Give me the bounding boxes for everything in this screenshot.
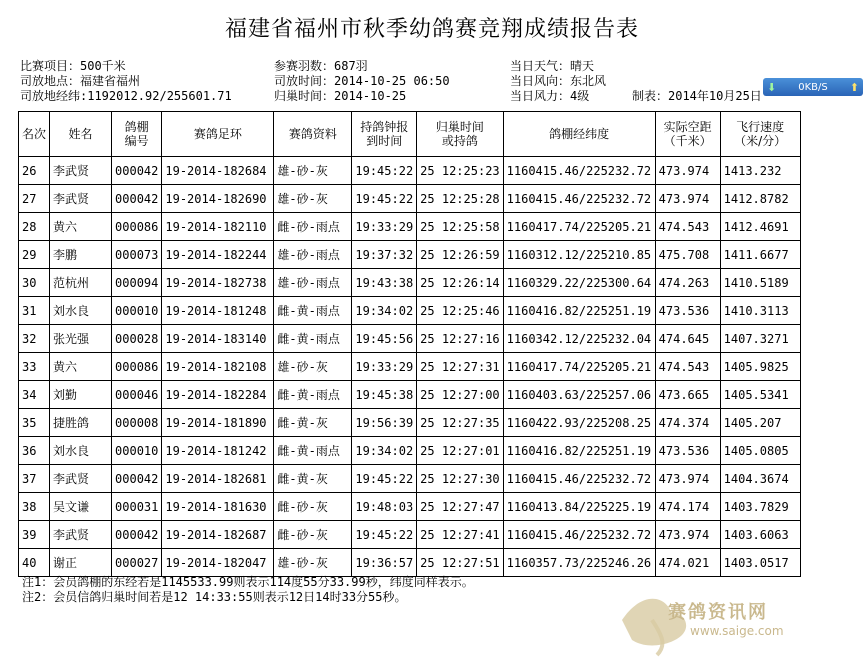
- cell-coordinates: 1160417.74/225205.21: [503, 213, 655, 241]
- cell-bird-info: 雄-砂-雨点: [274, 241, 352, 269]
- cell-ring: 19-2014-182738: [162, 269, 274, 297]
- cell-ring: 19-2014-181248: [162, 297, 274, 325]
- cell-bird-info: 雌-砂-雨点: [274, 213, 352, 241]
- cell-clock-time: 19:34:02: [352, 297, 417, 325]
- cell-return-time: 25 12:26:59: [417, 241, 503, 269]
- wind-direction: 当日风向：东北风: [510, 74, 607, 88]
- cell-clock-time: 19:45:22: [352, 521, 417, 549]
- cell-speed: 1405.0805: [720, 437, 800, 465]
- cell-name: 黄六: [50, 353, 112, 381]
- release-time: 司放时间：2014-10-25 06:50: [274, 74, 450, 88]
- note-2: 注2：会员信鸽归巢时间若是12 14:33:55则表示12日14时33分55秒。: [22, 590, 407, 604]
- cell-coordinates: 1160342.12/225232.04: [503, 325, 655, 353]
- table-header-row: [19, 112, 801, 157]
- cell-clock-time: 19:37:32: [352, 241, 417, 269]
- col-return-time: 归巢时间或持鸽: [417, 112, 503, 157]
- cell-clock-time: 19:56:39: [352, 409, 417, 437]
- cell-coordinates: 1160417.74/225205.21: [503, 353, 655, 381]
- cell-clock-time: 19:34:02: [352, 437, 417, 465]
- download-arrow-icon: ⬇: [767, 80, 777, 94]
- cell-ring: 19-2014-181242: [162, 437, 274, 465]
- cell-return-time: 25 12:27:01: [417, 437, 503, 465]
- cell-return-time: 25 12:27:35: [417, 409, 503, 437]
- table-row: [19, 549, 801, 577]
- cell-speed: 1405.5341: [720, 381, 800, 409]
- cell-speed: 1412.8782: [720, 185, 800, 213]
- network-speed-value: 0KB/S: [798, 81, 828, 93]
- table-row: [19, 381, 801, 409]
- cell-ring: 19-2014-182690: [162, 185, 274, 213]
- cell-name: 刘勤: [50, 381, 112, 409]
- cell-speed: 1405.207: [720, 409, 800, 437]
- cell-clock-time: 19:45:22: [352, 465, 417, 493]
- cell-distance: 474.174: [655, 493, 720, 521]
- cell-return-time: 25 12:27:00: [417, 381, 503, 409]
- cell-ring: 19-2014-183140: [162, 325, 274, 353]
- results-table: [18, 111, 801, 577]
- cell-speed: 1407.3271: [720, 325, 800, 353]
- cell-ring: 19-2014-182110: [162, 213, 274, 241]
- cell-rank: 37: [19, 465, 50, 493]
- cell-loft-id: 000008: [112, 409, 162, 437]
- table-row: [19, 241, 801, 269]
- cell-name: 捷胜鸽: [50, 409, 112, 437]
- cell-clock-time: 19:45:56: [352, 325, 417, 353]
- made-date: 制表：2014年10月25日: [632, 89, 762, 103]
- cell-speed: 1403.7829: [720, 493, 800, 521]
- cell-speed: 1411.6677: [720, 241, 800, 269]
- upload-arrow-icon: ⬆: [849, 80, 859, 94]
- cell-ring: 19-2014-182047: [162, 549, 274, 577]
- col-ring: 赛鸽足环: [162, 112, 274, 157]
- network-speed-widget[interactable]: [763, 78, 863, 96]
- table-row: [19, 185, 801, 213]
- cell-return-time: 25 12:25:28: [417, 185, 503, 213]
- cell-name: 吴文谦: [50, 493, 112, 521]
- cell-loft-id: 000046: [112, 381, 162, 409]
- cell-rank: 34: [19, 381, 50, 409]
- cell-rank: 33: [19, 353, 50, 381]
- cell-coordinates: 1160413.84/225225.19: [503, 493, 655, 521]
- col-coordinates: 鸽棚经纬度: [503, 112, 655, 157]
- cell-return-time: 25 12:27:16: [417, 325, 503, 353]
- cell-distance: 474.543: [655, 213, 720, 241]
- cell-distance: 474.645: [655, 325, 720, 353]
- cell-name: 李鹏: [50, 241, 112, 269]
- cell-speed: 1412.4691: [720, 213, 800, 241]
- cell-speed: 1405.9825: [720, 353, 800, 381]
- header-info-col2: [274, 59, 450, 104]
- cell-loft-id: 000042: [112, 185, 162, 213]
- cell-return-time: 25 12:25:46: [417, 297, 503, 325]
- cell-clock-time: 19:45:22: [352, 185, 417, 213]
- cell-name: 张光强: [50, 325, 112, 353]
- race-distance: 比赛项目：500千米: [20, 59, 126, 73]
- cell-clock-time: 19:43:38: [352, 269, 417, 297]
- col-bird-info: 赛鸽资料: [274, 112, 352, 157]
- cell-rank: 31: [19, 297, 50, 325]
- notes: [22, 575, 474, 605]
- watermark-url: www.saige.com: [690, 624, 784, 638]
- table-row: [19, 353, 801, 381]
- cell-clock-time: 19:33:29: [352, 213, 417, 241]
- cell-bird-info: 雄-砂-灰: [274, 549, 352, 577]
- col-distance: 实际空距（千米）: [655, 112, 720, 157]
- cell-return-time: 25 12:27:41: [417, 521, 503, 549]
- cell-distance: 473.536: [655, 437, 720, 465]
- table-row: [19, 325, 801, 353]
- cell-ring: 19-2014-182108: [162, 353, 274, 381]
- cell-loft-id: 000010: [112, 297, 162, 325]
- cell-rank: 29: [19, 241, 50, 269]
- cell-bird-info: 雌-黄-雨点: [274, 381, 352, 409]
- cell-coordinates: 1160329.22/225300.64: [503, 269, 655, 297]
- cell-ring: 19-2014-181630: [162, 493, 274, 521]
- weather: 当日天气：晴天: [510, 59, 595, 73]
- cell-coordinates: 1160357.73/225246.26: [503, 549, 655, 577]
- table-row: [19, 493, 801, 521]
- watermark-text: 赛鸽资讯网: [668, 602, 768, 623]
- cell-coordinates: 1160312.12/225210.85: [503, 241, 655, 269]
- cell-return-time: 25 12:27:30: [417, 465, 503, 493]
- cell-name: 谢正: [50, 549, 112, 577]
- cell-name: 范杭州: [50, 269, 112, 297]
- cell-rank: 30: [19, 269, 50, 297]
- col-clock-time: 持鸽钟报到时间: [352, 112, 417, 157]
- cell-return-time: 25 12:25:23: [417, 157, 503, 185]
- cell-distance: 473.665: [655, 381, 720, 409]
- cell-bird-info: 雌-黄-雨点: [274, 437, 352, 465]
- cell-return-time: 25 12:26:14: [417, 269, 503, 297]
- header-info-col3: [510, 59, 606, 104]
- cell-coordinates: 1160415.46/225232.72: [503, 521, 655, 549]
- release-coordinates: 司放地经纬:1192012.92/255601.71: [20, 89, 232, 103]
- table-row: [19, 465, 801, 493]
- table-row: [19, 157, 801, 185]
- cell-loft-id: 000010: [112, 437, 162, 465]
- cell-bird-info: 雌-黄-灰: [274, 409, 352, 437]
- cell-return-time: 25 12:27:47: [417, 493, 503, 521]
- cell-speed: 1403.6063: [720, 521, 800, 549]
- cell-rank: 36: [19, 437, 50, 465]
- cell-ring: 19-2014-182284: [162, 381, 274, 409]
- cell-loft-id: 000086: [112, 213, 162, 241]
- cell-clock-time: 19:45:38: [352, 381, 417, 409]
- table-row: [19, 521, 801, 549]
- cell-speed: 1403.0517: [720, 549, 800, 577]
- cell-rank: 35: [19, 409, 50, 437]
- cell-name: 李武贤: [50, 157, 112, 185]
- cell-speed: 1413.232: [720, 157, 800, 185]
- release-location: 司放地点：福建省福州: [20, 74, 141, 88]
- cell-speed: 1404.3674: [720, 465, 800, 493]
- cell-clock-time: 19:36:57: [352, 549, 417, 577]
- cell-ring: 19-2014-181890: [162, 409, 274, 437]
- header-info-col1: [20, 59, 232, 104]
- cell-distance: 473.974: [655, 521, 720, 549]
- cell-clock-time: 19:48:03: [352, 493, 417, 521]
- table-row: [19, 269, 801, 297]
- table-row: [19, 213, 801, 241]
- cell-bird-info: 雄-砂-灰: [274, 185, 352, 213]
- cell-return-time: 25 12:25:58: [417, 213, 503, 241]
- col-speed: 飞行速度（米/分）: [720, 112, 800, 157]
- cell-distance: 473.974: [655, 185, 720, 213]
- cell-distance: 474.263: [655, 269, 720, 297]
- cell-rank: 40: [19, 549, 50, 577]
- cell-coordinates: 1160415.46/225232.72: [503, 465, 655, 493]
- cell-loft-id: 000031: [112, 493, 162, 521]
- cell-speed: 1410.3113: [720, 297, 800, 325]
- table-row: [19, 409, 801, 437]
- cell-loft-id: 000086: [112, 353, 162, 381]
- cell-loft-id: 000042: [112, 157, 162, 185]
- cell-loft-id: 000042: [112, 521, 162, 549]
- note-1: 注1：会员鸽棚的东经若是1145533.99则表示114度55分33.99秒，纬度同样表示。: [22, 575, 474, 589]
- cell-name: 刘水良: [50, 297, 112, 325]
- cell-speed: 1410.5189: [720, 269, 800, 297]
- cell-name: 刘水良: [50, 437, 112, 465]
- cell-name: 李武贤: [50, 465, 112, 493]
- cell-rank: 32: [19, 325, 50, 353]
- cell-distance: 474.021: [655, 549, 720, 577]
- cell-clock-time: 19:45:22: [352, 157, 417, 185]
- cell-return-time: 25 12:27:51: [417, 549, 503, 577]
- cell-bird-info: 雌-黄-雨点: [274, 297, 352, 325]
- cell-loft-id: 000094: [112, 269, 162, 297]
- cell-distance: 473.974: [655, 157, 720, 185]
- cell-bird-info: 雌-砂-灰: [274, 521, 352, 549]
- col-loft-id: 鸽棚编号: [112, 112, 162, 157]
- cell-bird-info: 雄-砂-雨点: [274, 269, 352, 297]
- cell-rank: 28: [19, 213, 50, 241]
- cell-distance: 474.543: [655, 353, 720, 381]
- cell-coordinates: 1160415.46/225232.72: [503, 185, 655, 213]
- cell-ring: 19-2014-182684: [162, 157, 274, 185]
- table-row: [19, 297, 801, 325]
- cell-distance: 474.374: [655, 409, 720, 437]
- cell-bird-info: 雌-砂-灰: [274, 493, 352, 521]
- cell-ring: 19-2014-182681: [162, 465, 274, 493]
- cell-rank: 27: [19, 185, 50, 213]
- table-body: [19, 157, 801, 577]
- cell-coordinates: 1160422.93/225208.25: [503, 409, 655, 437]
- cell-ring: 19-2014-182244: [162, 241, 274, 269]
- cell-clock-time: 19:33:29: [352, 353, 417, 381]
- cell-coordinates: 1160403.63/225257.06: [503, 381, 655, 409]
- page-title: 福建省福州市秋季幼鸽赛竞翔成绩报告表: [224, 17, 639, 42]
- cell-bird-info: 雄-砂-灰: [274, 353, 352, 381]
- cell-bird-info: 雌-黄-雨点: [274, 325, 352, 353]
- cell-coordinates: 1160416.82/225251.19: [503, 297, 655, 325]
- col-name: 姓名: [50, 112, 112, 157]
- cell-loft-id: 000027: [112, 549, 162, 577]
- cell-name: 李武贤: [50, 521, 112, 549]
- cell-rank: 26: [19, 157, 50, 185]
- cell-name: 李武贤: [50, 185, 112, 213]
- cell-coordinates: 1160415.46/225232.72: [503, 157, 655, 185]
- cell-coordinates: 1160416.82/225251.19: [503, 437, 655, 465]
- cell-ring: 19-2014-182687: [162, 521, 274, 549]
- cell-rank: 38: [19, 493, 50, 521]
- cell-bird-info: 雌-黄-灰: [274, 465, 352, 493]
- col-rank: 名次: [19, 112, 50, 157]
- cell-distance: 475.708: [655, 241, 720, 269]
- cell-bird-info: 雄-砂-灰: [274, 157, 352, 185]
- cell-loft-id: 000028: [112, 325, 162, 353]
- cell-rank: 39: [19, 521, 50, 549]
- cell-name: 黄六: [50, 213, 112, 241]
- cell-distance: 473.974: [655, 465, 720, 493]
- wind-force: 当日风力：4级: [510, 89, 590, 103]
- table-row: [19, 437, 801, 465]
- cell-return-time: 25 12:27:31: [417, 353, 503, 381]
- entry-count: 参赛羽数：687羽: [274, 59, 368, 73]
- cell-distance: 473.536: [655, 297, 720, 325]
- cell-loft-id: 000042: [112, 465, 162, 493]
- return-date: 归巢时间：2014-10-25: [274, 89, 407, 103]
- cell-loft-id: 000073: [112, 241, 162, 269]
